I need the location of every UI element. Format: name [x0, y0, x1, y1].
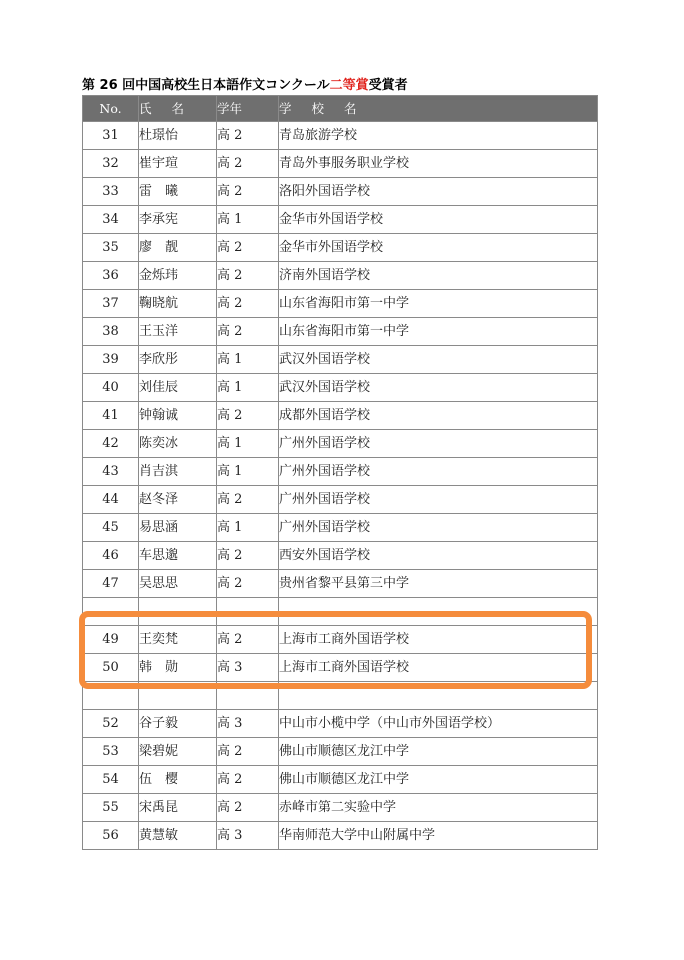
cell-school: 山东省海阳市第一中学: [279, 290, 598, 318]
cell-school: [279, 682, 598, 710]
cell-no: 35: [83, 234, 139, 262]
table-row: [83, 626, 598, 654]
cell-name: 吴思思: [139, 570, 217, 598]
table-row: [83, 486, 598, 514]
cell-grade: 高 3: [217, 710, 279, 738]
cell-no: [83, 598, 139, 626]
cell-school: 广州外国语学校: [279, 514, 598, 542]
cell-school: 贵州省黎平县第三中学: [279, 570, 598, 598]
cell-school: 上海市工商外国语学校: [279, 654, 598, 682]
table-row: [83, 122, 598, 150]
cell-school: 山东省海阳市第一中学: [279, 318, 598, 346]
table-row: [83, 150, 598, 178]
cell-grade: 高 1: [217, 514, 279, 542]
cell-grade: 高 2: [217, 766, 279, 794]
cell-grade: 高 2: [217, 262, 279, 290]
cell-grade: 高 2: [217, 570, 279, 598]
table-row: [83, 794, 598, 822]
cell-name: 易思涵: [139, 514, 217, 542]
table-row: [83, 822, 598, 850]
table-row: [83, 374, 598, 402]
cell-grade: 高 2: [217, 738, 279, 766]
table-row: [83, 402, 598, 430]
table-row: [83, 458, 598, 486]
table-header: [83, 96, 598, 122]
cell-no: 38: [83, 318, 139, 346]
cell-name: 廖 靓: [139, 234, 217, 262]
cell-name: 梁碧妮: [139, 738, 217, 766]
cell-school: 金华市外国语学校: [279, 234, 598, 262]
table-row: [83, 346, 598, 374]
cell-no: 54: [83, 766, 139, 794]
cell-no: 45: [83, 514, 139, 542]
cell-school: 青岛旅游学校: [279, 122, 598, 150]
table-row: [83, 206, 598, 234]
cell-no: 37: [83, 290, 139, 318]
cell-name: 车思邈: [139, 542, 217, 570]
cell-grade: 高 2: [217, 794, 279, 822]
cell-name: [139, 682, 217, 710]
table-row: [83, 514, 598, 542]
cell-name: 伍 樱: [139, 766, 217, 794]
cell-school: [279, 598, 598, 626]
cell-no: 43: [83, 458, 139, 486]
cell-grade: 高 3: [217, 822, 279, 850]
cell-grade: 高 2: [217, 402, 279, 430]
cell-grade: 高 2: [217, 486, 279, 514]
document-title: [82, 74, 408, 93]
cell-grade: 高 2: [217, 290, 279, 318]
cell-no: 53: [83, 738, 139, 766]
cell-no: 36: [83, 262, 139, 290]
cell-school: 华南师范大学中山附属中学: [279, 822, 598, 850]
cell-grade: 高 1: [217, 458, 279, 486]
cell-no: 42: [83, 430, 139, 458]
cell-no: 34: [83, 206, 139, 234]
cell-school: 中山市小榄中学（中山市外国语学校）: [279, 710, 598, 738]
cell-no: 33: [83, 178, 139, 206]
column-header-school: 学 校 名: [279, 96, 598, 122]
cell-no: 41: [83, 402, 139, 430]
cell-grade: 高 1: [217, 374, 279, 402]
cell-grade: 高 1: [217, 430, 279, 458]
table-row: [83, 710, 598, 738]
cell-school: 济南外国语学校: [279, 262, 598, 290]
cell-school: 武汉外国语学校: [279, 346, 598, 374]
title-award-highlight: 二等賞: [329, 78, 369, 93]
table-row: [83, 234, 598, 262]
cell-grade: 高 1: [217, 346, 279, 374]
table-row: [83, 430, 598, 458]
cell-grade: 高 2: [217, 318, 279, 346]
cell-name: 王奕梵: [139, 626, 217, 654]
cell-school: 佛山市顺德区龙江中学: [279, 766, 598, 794]
cell-no: 46: [83, 542, 139, 570]
cell-name: 金烁玮: [139, 262, 217, 290]
cell-no: 40: [83, 374, 139, 402]
cell-no: 50: [83, 654, 139, 682]
cell-grade: 高 2: [217, 178, 279, 206]
table-row: [83, 570, 598, 598]
cell-name: 李承宪: [139, 206, 217, 234]
table-row: [83, 682, 598, 710]
cell-school: 西安外国语学校: [279, 542, 598, 570]
column-header-no: No.: [83, 96, 139, 122]
title-prefix: 第 26 回中国高校生日本語作文コンクール: [82, 78, 330, 93]
cell-school: 洛阳外国语学校: [279, 178, 598, 206]
table-row: [83, 654, 598, 682]
cell-no: 47: [83, 570, 139, 598]
cell-name: 钟翰诚: [139, 402, 217, 430]
cell-school: 广州外国语学校: [279, 458, 598, 486]
cell-grade: 高 2: [217, 150, 279, 178]
title-suffix: 受賞者: [368, 78, 408, 93]
cell-no: 31: [83, 122, 139, 150]
cell-name: 雷 曦: [139, 178, 217, 206]
cell-grade: 高 2: [217, 122, 279, 150]
cell-name: 崔宇瑄: [139, 150, 217, 178]
cell-name: 李欣彤: [139, 346, 217, 374]
cell-name: 赵冬泽: [139, 486, 217, 514]
table-row: [83, 318, 598, 346]
table-row: [83, 766, 598, 794]
cell-grade: 高 2: [217, 234, 279, 262]
cell-school: 上海市工商外国语学校: [279, 626, 598, 654]
cell-no: [83, 682, 139, 710]
column-header-name: 氏 名: [139, 96, 217, 122]
cell-school: 佛山市顺德区龙江中学: [279, 738, 598, 766]
column-header-grade: 学年: [217, 96, 279, 122]
cell-name: 宋禹昆: [139, 794, 217, 822]
table-row: [83, 738, 598, 766]
awardee-table: [82, 95, 598, 850]
cell-no: 52: [83, 710, 139, 738]
cell-no: 32: [83, 150, 139, 178]
cell-name: 谷子毅: [139, 710, 217, 738]
cell-school: 金华市外国语学校: [279, 206, 598, 234]
cell-school: 广州外国语学校: [279, 486, 598, 514]
cell-grade: [217, 598, 279, 626]
cell-grade: 高 1: [217, 206, 279, 234]
cell-school: 赤峰市第二实验中学: [279, 794, 598, 822]
cell-no: 56: [83, 822, 139, 850]
cell-name: 肖吉淇: [139, 458, 217, 486]
cell-name: 黄慧敏: [139, 822, 217, 850]
cell-name: 刘佳辰: [139, 374, 217, 402]
cell-grade: 高 2: [217, 626, 279, 654]
table-row: [83, 262, 598, 290]
cell-name: 杜璟怡: [139, 122, 217, 150]
table-row: [83, 542, 598, 570]
cell-name: [139, 598, 217, 626]
cell-no: 44: [83, 486, 139, 514]
cell-name: 鞠晓航: [139, 290, 217, 318]
cell-no: 39: [83, 346, 139, 374]
cell-grade: [217, 682, 279, 710]
cell-name: 陈奕冰: [139, 430, 217, 458]
cell-no: 55: [83, 794, 139, 822]
table-body: [83, 122, 598, 850]
cell-school: 青岛外事服务职业学校: [279, 150, 598, 178]
cell-no: 49: [83, 626, 139, 654]
cell-grade: 高 3: [217, 654, 279, 682]
table-row: [83, 178, 598, 206]
cell-school: 武汉外国语学校: [279, 374, 598, 402]
cell-name: 韩 勋: [139, 654, 217, 682]
cell-school: 成都外国语学校: [279, 402, 598, 430]
cell-name: 王玉洋: [139, 318, 217, 346]
cell-school: 广州外国语学校: [279, 430, 598, 458]
table-row: [83, 598, 598, 626]
table-row: [83, 290, 598, 318]
cell-grade: 高 2: [217, 542, 279, 570]
